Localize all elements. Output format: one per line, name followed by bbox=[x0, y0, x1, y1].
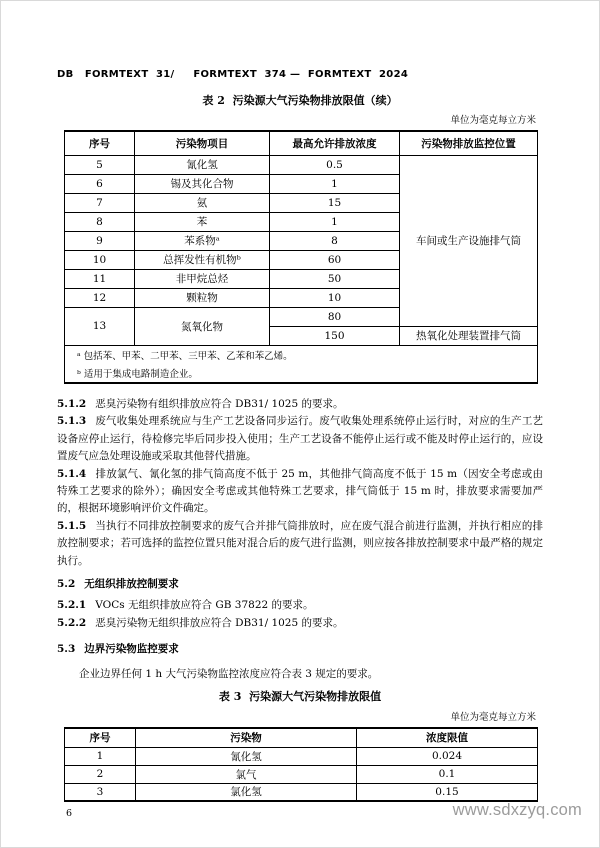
row-no: 9 bbox=[65, 231, 135, 250]
watermark: www.sdxzyq.com bbox=[452, 801, 582, 819]
table2-emission-limits bbox=[64, 130, 538, 384]
limit-value: 0.024 bbox=[357, 747, 538, 765]
pollutant-name: 氰化氢 bbox=[136, 747, 357, 765]
section-5-2-items bbox=[57, 597, 543, 632]
clause-text: 当执行不同排放控制要求的废气合并排气筒排放时，应在废气混合前进行监测，并执行相应的排放控制要求；若可选择的监控位置只能对混合后的废气进行监测，则应按各排放控制要求中最严格的规定执行。 bbox=[57, 519, 543, 567]
monitoring-location: 车间或生产设施排气筒 bbox=[400, 155, 538, 326]
table-row bbox=[65, 765, 538, 783]
section-5-3-paragraph: 企业边界任何 1 h 大气污染物监控浓度应符合表 3 规定的要求。 bbox=[79, 667, 379, 680]
table3-boundary-limits bbox=[64, 727, 538, 802]
column-header: 污染物 bbox=[136, 728, 357, 747]
table2-unit-note: 单位为毫克每立方米 bbox=[450, 115, 536, 126]
row-no: 1 bbox=[65, 747, 136, 765]
clause-number: 5.1.3 bbox=[57, 415, 87, 428]
footnote-a: ᵃ 包括苯、甲苯、二甲苯、三甲苯、乙苯和苯乙烯。 bbox=[65, 345, 538, 364]
pollutant-name: 氯气 bbox=[136, 765, 357, 783]
limit-value: 150 bbox=[270, 326, 400, 345]
clause-text: VOCs 无组织排放应符合 GB 37822 的要求。 bbox=[95, 599, 314, 612]
pollutant-name: 锡及其化合物 bbox=[135, 174, 270, 193]
clause-5-1-2 bbox=[57, 396, 543, 413]
pollutant-name: 颗粒物 bbox=[135, 288, 270, 307]
limit-value: 0.5 bbox=[270, 155, 400, 174]
clause-number: 5.2.1 bbox=[57, 599, 87, 612]
pollutant-name: 非甲烷总烃 bbox=[135, 269, 270, 288]
pollutant-name: 氮氧化物 bbox=[135, 307, 270, 345]
limit-value: 8 bbox=[270, 231, 400, 250]
pollutant-name: 氨 bbox=[135, 193, 270, 212]
table-row bbox=[65, 747, 538, 765]
table2-title: 表 2 污染源大气污染物排放限值（续） bbox=[202, 94, 398, 107]
table3-unit-note: 单位为毫克每立方米 bbox=[450, 712, 536, 724]
table3-title: 表 3 污染源大气污染物排放限值 bbox=[218, 690, 382, 704]
limit-value: 1 bbox=[270, 212, 400, 231]
limit-value: 15 bbox=[270, 193, 400, 212]
column-header: 浓度限值 bbox=[357, 728, 538, 747]
clause-5-1-4 bbox=[57, 466, 543, 518]
table-row bbox=[65, 783, 538, 801]
limit-value: 60 bbox=[270, 250, 400, 269]
section-heading-5-3 bbox=[57, 641, 543, 658]
section-title: 无组织排放控制要求 bbox=[84, 578, 179, 591]
clause-5-2-1 bbox=[57, 597, 543, 614]
footnote-row bbox=[65, 364, 538, 383]
limit-value: 10 bbox=[270, 288, 400, 307]
row-no: 5 bbox=[65, 155, 135, 174]
table2-header-row bbox=[65, 131, 538, 155]
row-no: 13 bbox=[65, 307, 135, 345]
column-header: 序号 bbox=[65, 131, 135, 155]
limit-value: 80 bbox=[270, 307, 400, 326]
section-title: 边界污染物监控要求 bbox=[84, 643, 179, 656]
clause-text: 排放氯气、氰化氢的排气筒高度不低于 25 m，其他排气筒高度不低于 15 m（因安全考虑或由特殊工艺要求的除外）；确因安全考虑或其他特殊工艺要求，排气筒低于 15 m 时，排放要求需要加严的，根据环境影响评价文件确定。 bbox=[57, 467, 543, 515]
column-header: 污染物排放监控位置 bbox=[400, 131, 538, 155]
limit-value: 1 bbox=[270, 174, 400, 193]
pollutant-name: 苯 bbox=[135, 212, 270, 231]
section-number: 5.2 bbox=[57, 578, 76, 591]
footnote-row bbox=[65, 345, 538, 364]
standard-number: DB FORMTEXT 31/ FORMTEXT 374 — FORMTEXT 2024 bbox=[57, 69, 409, 80]
column-header: 序号 bbox=[65, 728, 136, 747]
limit-value: 0.15 bbox=[357, 783, 538, 801]
clause-block bbox=[57, 396, 543, 570]
limit-value: 50 bbox=[270, 269, 400, 288]
clause-number: 5.1.4 bbox=[57, 467, 87, 480]
row-no: 11 bbox=[65, 269, 135, 288]
column-header: 最高允许排放浓度 bbox=[270, 131, 400, 155]
row-no: 7 bbox=[65, 193, 135, 212]
table3-header-row bbox=[65, 728, 538, 747]
clause-number: 5.2.2 bbox=[57, 616, 87, 629]
row-no: 6 bbox=[65, 174, 135, 193]
footnote-b: ᵇ 适用于集成电路制造企业。 bbox=[65, 364, 538, 383]
row-no: 2 bbox=[65, 765, 136, 783]
table-row bbox=[65, 155, 538, 174]
clause-number: 5.1.5 bbox=[57, 519, 87, 532]
row-no: 3 bbox=[65, 783, 136, 801]
pollutant-name: 总挥发性有机物ᵇ bbox=[135, 250, 270, 269]
clause-5-2-2 bbox=[57, 615, 543, 632]
clause-5-1-5 bbox=[57, 518, 543, 570]
clause-text: 恶臭污染物无组织排放应符合 DB31/ 1025 的要求。 bbox=[95, 616, 344, 629]
clause-text: 恶臭污染物有组织排放应符合 DB31/ 1025 的要求。 bbox=[95, 398, 344, 410]
section-number: 5.3 bbox=[57, 643, 76, 656]
row-no: 10 bbox=[65, 250, 135, 269]
page-number: 6 bbox=[66, 808, 73, 820]
clause-text: 废气收集处理系统应与生产工艺设备同步运行。废气收集处理系统停止运行时，对应的生产工艺设备应停止运行，待检修完毕后同步投入使用；生产工艺设备不能停止运行或不能及时停止运行的，应设置废气应急处理设施或采取其他替代措施。 bbox=[57, 415, 543, 463]
pollutant-name: 氰化氢 bbox=[135, 155, 270, 174]
clause-number: 5.1.2 bbox=[57, 398, 87, 410]
pollutant-name: 氯化氢 bbox=[136, 783, 357, 801]
monitoring-location: 热氧化处理装置排气筒 bbox=[400, 326, 538, 345]
limit-value: 0.1 bbox=[357, 765, 538, 783]
section-heading-5-2 bbox=[57, 576, 543, 593]
row-no: 8 bbox=[65, 212, 135, 231]
clause-5-1-3 bbox=[57, 413, 543, 465]
pollutant-name: 苯系物ᵃ bbox=[135, 231, 270, 250]
column-header: 污染物项目 bbox=[135, 131, 270, 155]
row-no: 12 bbox=[65, 288, 135, 307]
